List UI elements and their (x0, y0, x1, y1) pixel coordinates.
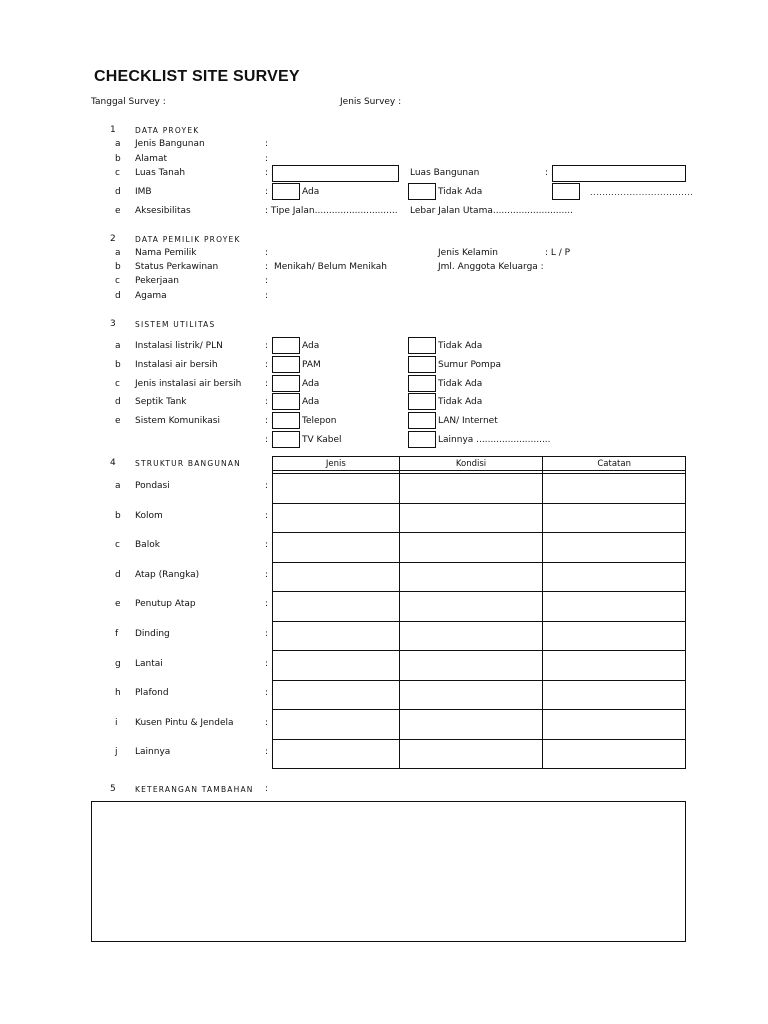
colon: : (265, 416, 269, 426)
cell-kondisi[interactable] (399, 562, 543, 592)
section-3-number: 3 (110, 319, 116, 329)
luas-tanah-field[interactable] (272, 165, 399, 182)
aksesibilitas-label: Aksesibilitas (135, 206, 191, 216)
row-letter: h (115, 688, 121, 699)
nama-pemilik-label: Nama Pemilik (135, 248, 197, 258)
option-2-label: Tidak Ada (438, 379, 483, 389)
row-letter: g (115, 658, 121, 669)
column-header-catatan: Catatan (543, 457, 686, 471)
utilitas-label: Jenis instalasi air bersih (135, 379, 242, 389)
cell-jenis[interactable] (273, 710, 400, 740)
table-row (273, 621, 686, 651)
cell-jenis[interactable] (273, 592, 400, 622)
row-letter: b (115, 262, 121, 272)
option-1-label: PAM (302, 360, 321, 370)
row-letter: b (115, 154, 121, 164)
struktur-label: Kolom (135, 510, 163, 521)
option-1-checkbox[interactable] (272, 337, 300, 354)
table-row (273, 474, 686, 504)
table-row (273, 739, 686, 769)
colon: : (265, 784, 269, 794)
status-perkawinan-label: Status Perkawinan (135, 262, 219, 272)
row-letter: a (115, 248, 121, 258)
row-letter: b (115, 360, 121, 370)
cell-catatan[interactable] (543, 621, 686, 651)
imb-dotted-line: .................................. (590, 188, 694, 197)
row-letter: e (115, 206, 121, 216)
option-2-checkbox[interactable] (408, 412, 436, 429)
row-letter: j (115, 747, 118, 758)
colon: : (265, 599, 269, 610)
page-title: CHECKLIST SITE SURVEY (94, 68, 300, 85)
row-letter: i (115, 717, 118, 728)
struktur-label: Kusen Pintu & Jendela (135, 717, 234, 728)
option-1-checkbox[interactable] (272, 356, 300, 373)
option-1-label: Ada (302, 397, 320, 407)
cell-catatan[interactable] (543, 739, 686, 769)
row-letter: f (115, 629, 119, 639)
jenis-survey-label: Jenis Survey : (340, 97, 402, 107)
section-1-title: DATA PROYEK (135, 126, 200, 135)
section-3-title: SISTEM UTILITAS (135, 320, 216, 329)
row-letter: c (115, 540, 120, 551)
colon: : (265, 747, 269, 758)
cell-catatan[interactable] (543, 474, 686, 504)
imb-tidak-ada-checkbox[interactable] (408, 183, 436, 200)
section-1-number: 1 (110, 125, 116, 135)
option-1-label: Ada (302, 341, 320, 351)
row-letter: c (115, 168, 120, 178)
colon: : (545, 168, 549, 178)
lebar-jalan-label: Lebar Jalan Utama............................ (410, 206, 573, 216)
table-row (273, 533, 686, 563)
row-letter: a (115, 341, 121, 351)
cell-kondisi[interactable] (399, 621, 543, 651)
colon: : (265, 629, 269, 639)
colon: : (265, 139, 269, 149)
colon: : (265, 360, 269, 370)
struktur-label: Atap (Rangka) (135, 569, 200, 580)
section-5-number: 5 (110, 784, 116, 794)
struktur-label: Pondasi (135, 481, 170, 491)
cell-kondisi[interactable] (399, 474, 543, 504)
cell-jenis[interactable] (273, 533, 400, 563)
option-1-label: TV Kabel (302, 435, 342, 445)
cell-catatan[interactable] (543, 651, 686, 681)
cell-kondisi[interactable] (399, 533, 543, 563)
cell-jenis[interactable] (273, 562, 400, 592)
section-4-title: STRUKTUR BANGUNAN (135, 459, 241, 468)
imb-ada-checkbox[interactable] (272, 183, 300, 200)
imb-label: IMB (135, 187, 152, 197)
colon: : (265, 341, 269, 351)
colon: : (265, 276, 269, 286)
struktur-label: Penutup Atap (135, 599, 196, 610)
imb-other-checkbox[interactable] (552, 183, 580, 200)
utilitas-label: Sistem Komunikasi (135, 416, 220, 426)
jenis-kelamin-label: Jenis Kelamin (438, 248, 498, 258)
table-row (273, 651, 686, 681)
colon: : (265, 540, 269, 551)
struktur-label: Plafond (135, 688, 169, 699)
cell-catatan[interactable] (543, 503, 686, 533)
option-2-label: Sumur Pompa (438, 360, 502, 370)
option-1-checkbox[interactable] (272, 431, 300, 448)
imb-ada-label: Ada (302, 187, 320, 197)
colon: : (265, 481, 269, 491)
cell-kondisi[interactable] (399, 651, 543, 681)
cell-catatan[interactable] (543, 592, 686, 622)
struktur-label: Balok (135, 540, 160, 551)
option-2-checkbox[interactable] (408, 393, 436, 410)
cell-jenis[interactable] (273, 621, 400, 651)
option-2-label: Tidak Ada (438, 397, 483, 407)
table-row (273, 680, 686, 710)
colon: : (265, 688, 269, 699)
row-letter: a (115, 139, 121, 149)
row-letter: e (115, 599, 121, 610)
option-2-label: Tidak Ada (438, 341, 483, 351)
row-letter: d (115, 397, 121, 407)
utilitas-label: Instalasi listrik/ PLN (135, 341, 223, 351)
struktur-label: Dinding (135, 629, 170, 639)
row-letter: c (115, 379, 120, 389)
section-5-title: KETERANGAN TAMBAHAN (135, 785, 254, 794)
colon: : (265, 510, 269, 521)
struktur-label: Lainnya (135, 747, 171, 758)
keterangan-tambahan-field[interactable] (91, 801, 686, 942)
colon: : (265, 569, 269, 580)
colon: : (265, 717, 269, 728)
colon: : (265, 187, 269, 197)
anggota-keluarga-label: Jml. Anggota Keluarga : (438, 262, 544, 272)
struktur-table (272, 456, 686, 769)
option-2-checkbox[interactable] (408, 337, 436, 354)
imb-tidak-ada-label: Tidak Ada (438, 187, 483, 197)
row-letter: c (115, 276, 120, 286)
tanggal-survey-label: Tanggal Survey : (91, 97, 166, 107)
utilitas-label: Septik Tank (135, 397, 187, 407)
pekerjaan-label: Pekerjaan (135, 276, 180, 286)
cell-catatan[interactable] (543, 680, 686, 710)
tipe-jalan-label: : Tipe Jalan............................. (265, 206, 398, 216)
cell-kondisi[interactable] (399, 680, 543, 710)
struktur-label: Lantai (135, 658, 163, 669)
luas-bangunan-field[interactable] (552, 165, 686, 182)
status-perkawinan-value: Menikah/ Belum Menikah (274, 262, 387, 272)
agama-label: Agama (135, 291, 167, 301)
section-4-number: 4 (110, 458, 116, 468)
column-header-jenis: Jenis (273, 457, 400, 471)
option-2-checkbox[interactable] (408, 431, 436, 448)
cell-kondisi[interactable] (399, 710, 543, 740)
option-1-label: Telepon (302, 416, 337, 426)
section-2-number: 2 (110, 234, 116, 244)
colon: : (265, 262, 269, 272)
cell-jenis[interactable] (273, 651, 400, 681)
luas-bangunan-label: Luas Bangunan (410, 168, 480, 178)
cell-jenis[interactable] (273, 474, 400, 504)
row-letter: d (115, 291, 121, 301)
option-2-label: LAN/ Internet (438, 416, 498, 426)
option-1-checkbox[interactable] (272, 375, 300, 392)
table-row (273, 503, 686, 533)
cell-jenis[interactable] (273, 503, 400, 533)
option-1-label: Ada (302, 379, 320, 389)
luas-tanah-label: Luas Tanah (135, 168, 186, 178)
column-header-kondisi: Kondisi (399, 457, 543, 471)
table-row (273, 710, 686, 740)
row-letter: d (115, 569, 121, 580)
row-letter: d (115, 187, 121, 197)
colon: : (265, 154, 269, 164)
table-row (273, 562, 686, 592)
cell-catatan[interactable] (543, 710, 686, 740)
cell-catatan[interactable] (543, 562, 686, 592)
colon: : (265, 248, 269, 258)
colon: : (265, 168, 269, 178)
option-2-label: Lainnya .......................... (438, 435, 551, 445)
row-letter: a (115, 481, 121, 491)
jenis-kelamin-value: : L / P (545, 248, 571, 258)
cell-kondisi[interactable] (399, 503, 543, 533)
cell-kondisi[interactable] (399, 739, 543, 769)
colon: : (265, 291, 269, 301)
section-2-title: DATA PEMILIK PROYEK (135, 235, 241, 244)
cell-jenis[interactable] (273, 739, 400, 769)
cell-jenis[interactable] (273, 680, 400, 710)
colon: : (265, 379, 269, 389)
option-2-checkbox[interactable] (408, 356, 436, 373)
alamat-label: Alamat (135, 154, 167, 164)
colon: : (265, 435, 269, 445)
cell-catatan[interactable] (543, 533, 686, 563)
option-1-checkbox[interactable] (272, 412, 300, 429)
colon: : (265, 658, 269, 669)
table-row (273, 592, 686, 622)
option-1-checkbox[interactable] (272, 393, 300, 410)
utilitas-label: Instalasi air bersih (135, 360, 218, 370)
cell-kondisi[interactable] (399, 592, 543, 622)
option-2-checkbox[interactable] (408, 375, 436, 392)
row-letter: e (115, 416, 121, 426)
colon: : (265, 397, 269, 407)
row-letter: b (115, 510, 121, 521)
jenis-bangunan-label: Jenis Bangunan (135, 139, 205, 149)
